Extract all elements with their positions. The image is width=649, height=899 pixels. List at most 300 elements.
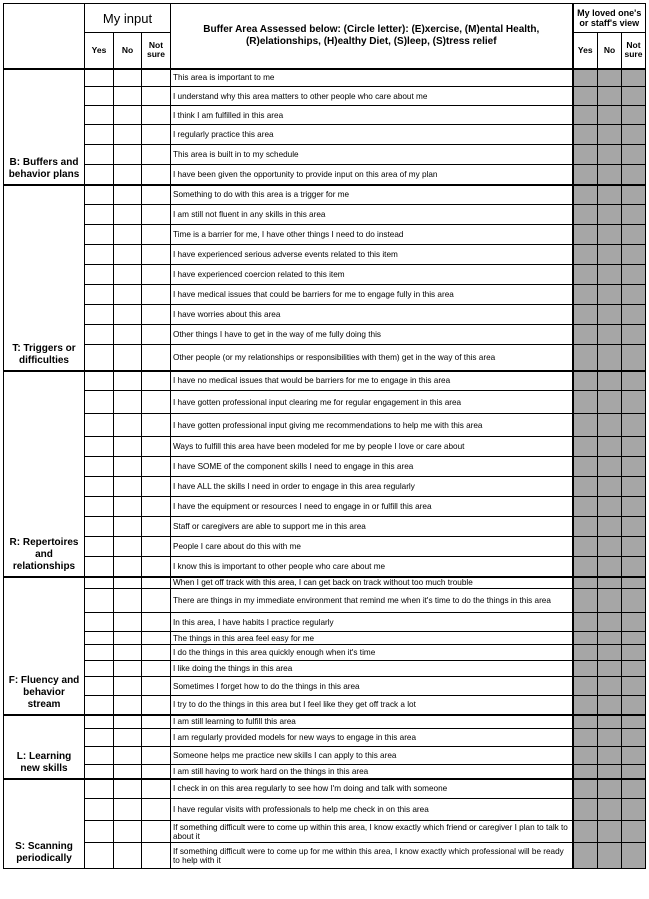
my-no-checkbox[interactable] xyxy=(114,779,142,799)
item-text: I think I am fulfilled in this area xyxy=(171,106,573,125)
item-text: Someone helps me practice new skills I can apply to this area xyxy=(171,747,573,765)
my-not-sure-checkbox[interactable] xyxy=(142,371,171,391)
my-not-sure-checkbox[interactable] xyxy=(142,696,171,715)
my-yes-checkbox[interactable] xyxy=(85,645,114,661)
view-yes-checkbox[interactable] xyxy=(573,414,598,437)
view-yes-checkbox[interactable] xyxy=(573,613,598,632)
view-not-sure-checkbox[interactable] xyxy=(622,661,646,677)
my-no-checkbox[interactable] xyxy=(114,577,142,589)
item-text: The things in this area feel easy for me xyxy=(171,632,573,645)
view-yes-checkbox[interactable] xyxy=(573,106,598,125)
view-yes-checkbox[interactable] xyxy=(573,457,598,477)
view-yes-checkbox[interactable] xyxy=(573,497,598,517)
my-no-checkbox[interactable] xyxy=(114,613,142,632)
my-not-sure-checkbox[interactable] xyxy=(142,205,171,225)
view-not-sure-checkbox[interactable] xyxy=(622,391,646,414)
view-no-checkbox[interactable] xyxy=(598,457,622,477)
my-no-checkbox[interactable] xyxy=(114,391,142,414)
item-text: I have SOME of the component skills I need to engage in this area xyxy=(171,457,573,477)
table-row xyxy=(4,696,646,715)
my-not-sure-checkbox[interactable] xyxy=(142,106,171,125)
table-row xyxy=(4,437,646,457)
item-text: I have no medical issues that would be barriers for me to engage in this area xyxy=(171,371,573,391)
table-row xyxy=(4,517,646,537)
item-text: This area is important to me xyxy=(171,69,573,87)
view-yes-checkbox[interactable] xyxy=(573,799,598,821)
my-yes-checkbox[interactable] xyxy=(85,843,114,869)
my-yes-checkbox[interactable] xyxy=(85,345,114,371)
view-yes-checkbox[interactable] xyxy=(573,589,598,613)
view-yes-header: Yes xyxy=(573,33,598,69)
item-text: I have the equipment or resources I need to engage in or fulfill this area xyxy=(171,497,573,517)
my-not-sure-checkbox[interactable] xyxy=(142,589,171,613)
my-yes-checkbox[interactable] xyxy=(85,517,114,537)
view-not-sure-checkbox[interactable] xyxy=(622,645,646,661)
my-yes-checkbox[interactable] xyxy=(85,125,114,145)
view-no-header: No xyxy=(598,33,622,69)
my-yes-checkbox[interactable] xyxy=(85,165,114,185)
view-no-checkbox[interactable] xyxy=(598,391,622,414)
my-not-sure-checkbox[interactable] xyxy=(142,747,171,765)
my-not-sure-checkbox[interactable] xyxy=(142,799,171,821)
view-no-checkbox[interactable] xyxy=(598,414,622,437)
my-yes-checkbox[interactable] xyxy=(85,391,114,414)
my-no-checkbox[interactable] xyxy=(114,677,142,696)
view-not-sure-checkbox[interactable] xyxy=(622,589,646,613)
my-yes-checkbox[interactable] xyxy=(85,457,114,477)
my-not-sure-checkbox[interactable] xyxy=(142,245,171,265)
my-not-sure-checkbox[interactable] xyxy=(142,225,171,245)
item-text: I regularly practice this area xyxy=(171,125,573,145)
view-yes-checkbox[interactable] xyxy=(573,225,598,245)
my-no-checkbox[interactable] xyxy=(114,87,142,106)
my-no-checkbox[interactable] xyxy=(114,715,142,729)
my-no-checkbox[interactable] xyxy=(114,165,142,185)
my-not-sure-checkbox[interactable] xyxy=(142,69,171,87)
table-row xyxy=(4,661,646,677)
view-no-checkbox[interactable] xyxy=(598,371,622,391)
my-yes-checkbox[interactable] xyxy=(85,477,114,497)
my-no-checkbox[interactable] xyxy=(114,589,142,613)
item-text: I am still learning to fulfill this area xyxy=(171,715,573,729)
view-yes-checkbox[interactable] xyxy=(573,577,598,589)
my-not-sure-checkbox[interactable] xyxy=(142,677,171,696)
view-not-sure-checkbox[interactable] xyxy=(622,632,646,645)
my-yes-checkbox[interactable] xyxy=(85,145,114,165)
view-no-checkbox[interactable] xyxy=(598,325,622,345)
view-yes-checkbox[interactable] xyxy=(573,205,598,225)
my-yes-checkbox[interactable] xyxy=(85,661,114,677)
table-row xyxy=(4,645,646,661)
my-yes-checkbox[interactable] xyxy=(85,87,114,106)
item-text: I have worries about this area xyxy=(171,305,573,325)
my-not-sure-checkbox[interactable] xyxy=(142,325,171,345)
my-input-no-header: No xyxy=(114,33,142,69)
my-not-sure-checkbox[interactable] xyxy=(142,632,171,645)
my-no-checkbox[interactable] xyxy=(114,747,142,765)
my-yes-checkbox[interactable] xyxy=(85,577,114,589)
view-yes-checkbox[interactable] xyxy=(573,517,598,537)
table-row xyxy=(4,747,646,765)
buffer-assessment-table xyxy=(3,3,646,869)
my-yes-checkbox[interactable] xyxy=(85,205,114,225)
view-yes-checkbox[interactable] xyxy=(573,477,598,497)
view-yes-checkbox[interactable] xyxy=(573,185,598,205)
view-not-sure-checkbox[interactable] xyxy=(622,285,646,305)
my-yes-checkbox[interactable] xyxy=(85,106,114,125)
my-not-sure-checkbox[interactable] xyxy=(142,729,171,747)
view-not-sure-header: Not sure xyxy=(622,33,646,69)
view-no-checkbox[interactable] xyxy=(598,729,622,747)
my-no-checkbox[interactable] xyxy=(114,305,142,325)
view-not-sure-checkbox[interactable] xyxy=(622,225,646,245)
my-yes-checkbox[interactable] xyxy=(85,715,114,729)
view-no-checkbox[interactable] xyxy=(598,537,622,557)
view-yes-checkbox[interactable] xyxy=(573,145,598,165)
view-not-sure-checkbox[interactable] xyxy=(622,765,646,779)
item-text: I am regularly provided models for new ways to engage in this area xyxy=(171,729,573,747)
my-no-checkbox[interactable] xyxy=(114,557,142,577)
view-no-checkbox[interactable] xyxy=(598,285,622,305)
view-no-checkbox[interactable] xyxy=(598,185,622,205)
view-not-sure-checkbox[interactable] xyxy=(622,497,646,517)
my-not-sure-checkbox[interactable] xyxy=(142,414,171,437)
section-label-r: R: Repertoires and relationships xyxy=(4,371,85,577)
my-no-checkbox[interactable] xyxy=(114,371,142,391)
my-no-checkbox[interactable] xyxy=(114,696,142,715)
my-no-checkbox[interactable] xyxy=(114,632,142,645)
view-not-sure-checkbox[interactable] xyxy=(622,245,646,265)
view-yes-checkbox[interactable] xyxy=(573,696,598,715)
view-yes-checkbox[interactable] xyxy=(573,632,598,645)
my-no-checkbox[interactable] xyxy=(114,69,142,87)
my-not-sure-checkbox[interactable] xyxy=(142,305,171,325)
item-text: I try to do the things in this area but I feel like they get off track a lot xyxy=(171,696,573,715)
item-text: Other things I have to get in the way of me fully doing this xyxy=(171,325,573,345)
table-row xyxy=(4,185,646,205)
my-yes-checkbox[interactable] xyxy=(85,589,114,613)
view-no-checkbox[interactable] xyxy=(598,225,622,245)
view-no-checkbox[interactable] xyxy=(598,245,622,265)
view-not-sure-checkbox[interactable] xyxy=(622,696,646,715)
item-text: In this area, I have habits I practice regularly xyxy=(171,613,573,632)
view-not-sure-checkbox[interactable] xyxy=(622,715,646,729)
my-no-checkbox[interactable] xyxy=(114,325,142,345)
my-yes-checkbox[interactable] xyxy=(85,245,114,265)
my-no-checkbox[interactable] xyxy=(114,537,142,557)
view-not-sure-checkbox[interactable] xyxy=(622,325,646,345)
item-text: I have experienced serious adverse events related to this item xyxy=(171,245,573,265)
view-no-checkbox[interactable] xyxy=(598,747,622,765)
view-no-checkbox[interactable] xyxy=(598,205,622,225)
view-not-sure-checkbox[interactable] xyxy=(622,265,646,285)
my-yes-checkbox[interactable] xyxy=(85,696,114,715)
view-no-checkbox[interactable] xyxy=(598,677,622,696)
table-row xyxy=(4,345,646,371)
my-no-checkbox[interactable] xyxy=(114,645,142,661)
table-row xyxy=(4,325,646,345)
view-yes-checkbox[interactable] xyxy=(573,285,598,305)
my-not-sure-checkbox[interactable] xyxy=(142,145,171,165)
view-not-sure-checkbox[interactable] xyxy=(622,613,646,632)
my-no-checkbox[interactable] xyxy=(114,437,142,457)
item-text: I have been given the opportunity to provide input on this area of my plan xyxy=(171,165,573,185)
view-yes-checkbox[interactable] xyxy=(573,437,598,457)
view-no-checkbox[interactable] xyxy=(598,715,622,729)
view-yes-checkbox[interactable] xyxy=(573,765,598,779)
my-no-checkbox[interactable] xyxy=(114,457,142,477)
my-no-checkbox[interactable] xyxy=(114,125,142,145)
view-yes-checkbox[interactable] xyxy=(573,779,598,799)
my-not-sure-checkbox[interactable] xyxy=(142,477,171,497)
my-not-sure-checkbox[interactable] xyxy=(142,265,171,285)
my-yes-checkbox[interactable] xyxy=(85,265,114,285)
view-yes-checkbox[interactable] xyxy=(573,391,598,414)
my-no-checkbox[interactable] xyxy=(114,285,142,305)
my-not-sure-checkbox[interactable] xyxy=(142,125,171,145)
item-text: There are things in my immediate environment that remind me when it's time to do the things in this area xyxy=(171,589,573,613)
my-yes-checkbox[interactable] xyxy=(85,821,114,843)
my-no-checkbox[interactable] xyxy=(114,145,142,165)
view-no-checkbox[interactable] xyxy=(598,765,622,779)
view-not-sure-checkbox[interactable] xyxy=(622,69,646,87)
view-no-checkbox[interactable] xyxy=(598,305,622,325)
view-not-sure-checkbox[interactable] xyxy=(622,345,646,371)
my-not-sure-checkbox[interactable] xyxy=(142,843,171,869)
view-yes-checkbox[interactable] xyxy=(573,305,598,325)
view-no-checkbox[interactable] xyxy=(598,613,622,632)
view-not-sure-checkbox[interactable] xyxy=(622,205,646,225)
my-not-sure-checkbox[interactable] xyxy=(142,715,171,729)
my-not-sure-checkbox[interactable] xyxy=(142,613,171,632)
view-yes-checkbox[interactable] xyxy=(573,557,598,577)
my-no-checkbox[interactable] xyxy=(114,843,142,869)
item-text: I am still having to work hard on the things in this area xyxy=(171,765,573,779)
buffer-area-title: Buffer Area Assessed below: (Circle letter): (E)xercise, (M)ental Health, (R)elationships, (H)ealthy Diet, (S)leep, (S)tress relief xyxy=(171,4,573,69)
view-not-sure-checkbox[interactable] xyxy=(622,371,646,391)
my-yes-checkbox[interactable] xyxy=(85,779,114,799)
view-yes-checkbox[interactable] xyxy=(573,537,598,557)
my-no-checkbox[interactable] xyxy=(114,245,142,265)
view-not-sure-checkbox[interactable] xyxy=(622,517,646,537)
view-yes-checkbox[interactable] xyxy=(573,677,598,696)
view-yes-checkbox[interactable] xyxy=(573,661,598,677)
my-yes-checkbox[interactable] xyxy=(85,325,114,345)
view-not-sure-checkbox[interactable] xyxy=(622,145,646,165)
view-no-checkbox[interactable] xyxy=(598,645,622,661)
view-not-sure-checkbox[interactable] xyxy=(622,414,646,437)
my-yes-checkbox[interactable] xyxy=(85,225,114,245)
my-no-checkbox[interactable] xyxy=(114,477,142,497)
view-not-sure-checkbox[interactable] xyxy=(622,185,646,205)
view-not-sure-checkbox[interactable] xyxy=(622,537,646,557)
view-no-checkbox[interactable] xyxy=(598,517,622,537)
my-yes-checkbox[interactable] xyxy=(85,747,114,765)
view-yes-checkbox[interactable] xyxy=(573,69,598,87)
my-not-sure-checkbox[interactable] xyxy=(142,765,171,779)
view-no-checkbox[interactable] xyxy=(598,265,622,285)
table-row xyxy=(4,245,646,265)
my-yes-checkbox[interactable] xyxy=(85,305,114,325)
view-yes-checkbox[interactable] xyxy=(573,371,598,391)
view-yes-checkbox[interactable] xyxy=(573,345,598,371)
table-row xyxy=(4,414,646,437)
view-not-sure-checkbox[interactable] xyxy=(622,821,646,843)
view-no-checkbox[interactable] xyxy=(598,106,622,125)
item-text: I like doing the things in this area xyxy=(171,661,573,677)
section-label-s: S: Scanning periodically xyxy=(4,779,85,869)
view-yes-checkbox[interactable] xyxy=(573,715,598,729)
my-yes-checkbox[interactable] xyxy=(85,799,114,821)
table-row xyxy=(4,69,646,87)
view-no-checkbox[interactable] xyxy=(598,577,622,589)
my-yes-checkbox[interactable] xyxy=(85,765,114,779)
my-no-checkbox[interactable] xyxy=(114,345,142,371)
view-not-sure-checkbox[interactable] xyxy=(622,457,646,477)
view-yes-checkbox[interactable] xyxy=(573,87,598,106)
my-no-checkbox[interactable] xyxy=(114,414,142,437)
view-no-checkbox[interactable] xyxy=(598,843,622,869)
my-not-sure-checkbox[interactable] xyxy=(142,437,171,457)
table-row xyxy=(4,205,646,225)
view-yes-checkbox[interactable] xyxy=(573,245,598,265)
view-yes-checkbox[interactable] xyxy=(573,265,598,285)
view-not-sure-checkbox[interactable] xyxy=(622,799,646,821)
view-no-checkbox[interactable] xyxy=(598,632,622,645)
my-not-sure-checkbox[interactable] xyxy=(142,779,171,799)
view-no-checkbox[interactable] xyxy=(598,165,622,185)
view-no-checkbox[interactable] xyxy=(598,69,622,87)
my-no-checkbox[interactable] xyxy=(114,225,142,245)
my-not-sure-checkbox[interactable] xyxy=(142,517,171,537)
my-yes-checkbox[interactable] xyxy=(85,185,114,205)
my-not-sure-checkbox[interactable] xyxy=(142,661,171,677)
view-yes-checkbox[interactable] xyxy=(573,821,598,843)
view-no-checkbox[interactable] xyxy=(598,779,622,799)
my-yes-checkbox[interactable] xyxy=(85,729,114,747)
view-not-sure-checkbox[interactable] xyxy=(622,165,646,185)
my-not-sure-checkbox[interactable] xyxy=(142,457,171,477)
my-yes-checkbox[interactable] xyxy=(85,69,114,87)
my-yes-checkbox[interactable] xyxy=(85,497,114,517)
item-text: Sometimes I forget how to do the things in this area xyxy=(171,677,573,696)
my-no-checkbox[interactable] xyxy=(114,765,142,779)
view-yes-checkbox[interactable] xyxy=(573,165,598,185)
my-not-sure-checkbox[interactable] xyxy=(142,185,171,205)
my-not-sure-checkbox[interactable] xyxy=(142,821,171,843)
view-yes-checkbox[interactable] xyxy=(573,747,598,765)
view-not-sure-checkbox[interactable] xyxy=(622,305,646,325)
view-yes-checkbox[interactable] xyxy=(573,843,598,869)
item-text: I do the things in this area quickly enough when it's time xyxy=(171,645,573,661)
view-no-checkbox[interactable] xyxy=(598,799,622,821)
my-not-sure-checkbox[interactable] xyxy=(142,285,171,305)
view-no-checkbox[interactable] xyxy=(598,821,622,843)
my-no-checkbox[interactable] xyxy=(114,821,142,843)
view-yes-checkbox[interactable] xyxy=(573,645,598,661)
view-no-checkbox[interactable] xyxy=(598,125,622,145)
view-no-checkbox[interactable] xyxy=(598,437,622,457)
view-no-checkbox[interactable] xyxy=(598,345,622,371)
my-not-sure-checkbox[interactable] xyxy=(142,87,171,106)
table-row xyxy=(4,821,646,843)
my-yes-checkbox[interactable] xyxy=(85,437,114,457)
my-no-checkbox[interactable] xyxy=(114,497,142,517)
my-yes-checkbox[interactable] xyxy=(85,557,114,577)
my-yes-checkbox[interactable] xyxy=(85,537,114,557)
my-yes-checkbox[interactable] xyxy=(85,371,114,391)
view-not-sure-checkbox[interactable] xyxy=(622,677,646,696)
view-yes-checkbox[interactable] xyxy=(573,325,598,345)
table-row xyxy=(4,799,646,821)
my-no-checkbox[interactable] xyxy=(114,799,142,821)
my-no-checkbox[interactable] xyxy=(114,185,142,205)
table-row xyxy=(4,305,646,325)
view-not-sure-checkbox[interactable] xyxy=(622,729,646,747)
view-yes-checkbox[interactable] xyxy=(573,729,598,747)
my-yes-checkbox[interactable] xyxy=(85,285,114,305)
view-no-checkbox[interactable] xyxy=(598,661,622,677)
item-text: I have experienced coercion related to this item xyxy=(171,265,573,285)
table-row xyxy=(4,477,646,497)
table-row xyxy=(4,285,646,305)
form-body xyxy=(4,69,646,869)
view-not-sure-checkbox[interactable] xyxy=(622,125,646,145)
view-no-checkbox[interactable] xyxy=(598,557,622,577)
view-not-sure-checkbox[interactable] xyxy=(622,437,646,457)
item-text: Ways to fulfill this area have been modeled for me by people I love or care about xyxy=(171,437,573,457)
my-yes-checkbox[interactable] xyxy=(85,414,114,437)
table-row xyxy=(4,632,646,645)
view-not-sure-checkbox[interactable] xyxy=(622,747,646,765)
view-no-checkbox[interactable] xyxy=(598,497,622,517)
my-no-checkbox[interactable] xyxy=(114,106,142,125)
my-not-sure-checkbox[interactable] xyxy=(142,645,171,661)
my-not-sure-checkbox[interactable] xyxy=(142,165,171,185)
my-no-checkbox[interactable] xyxy=(114,729,142,747)
my-not-sure-checkbox[interactable] xyxy=(142,577,171,589)
view-not-sure-checkbox[interactable] xyxy=(622,106,646,125)
my-yes-checkbox[interactable] xyxy=(85,632,114,645)
view-not-sure-checkbox[interactable] xyxy=(622,87,646,106)
table-row xyxy=(4,165,646,185)
view-no-checkbox[interactable] xyxy=(598,145,622,165)
view-no-checkbox[interactable] xyxy=(598,696,622,715)
section-label-b: B: Buffers and behavior plans xyxy=(4,69,85,185)
view-not-sure-checkbox[interactable] xyxy=(622,577,646,589)
my-not-sure-checkbox[interactable] xyxy=(142,391,171,414)
view-not-sure-checkbox[interactable] xyxy=(622,779,646,799)
my-no-checkbox[interactable] xyxy=(114,661,142,677)
view-not-sure-checkbox[interactable] xyxy=(622,477,646,497)
view-no-checkbox[interactable] xyxy=(598,477,622,497)
view-no-checkbox[interactable] xyxy=(598,87,622,106)
view-yes-checkbox[interactable] xyxy=(573,125,598,145)
view-no-checkbox[interactable] xyxy=(598,589,622,613)
my-not-sure-checkbox[interactable] xyxy=(142,557,171,577)
my-no-checkbox[interactable] xyxy=(114,205,142,225)
view-not-sure-checkbox[interactable] xyxy=(622,557,646,577)
my-yes-checkbox[interactable] xyxy=(85,677,114,696)
my-no-checkbox[interactable] xyxy=(114,517,142,537)
my-yes-checkbox[interactable] xyxy=(85,613,114,632)
my-not-sure-checkbox[interactable] xyxy=(142,345,171,371)
my-not-sure-checkbox[interactable] xyxy=(142,537,171,557)
table-row xyxy=(4,225,646,245)
my-no-checkbox[interactable] xyxy=(114,265,142,285)
my-not-sure-checkbox[interactable] xyxy=(142,497,171,517)
view-not-sure-checkbox[interactable] xyxy=(622,843,646,869)
